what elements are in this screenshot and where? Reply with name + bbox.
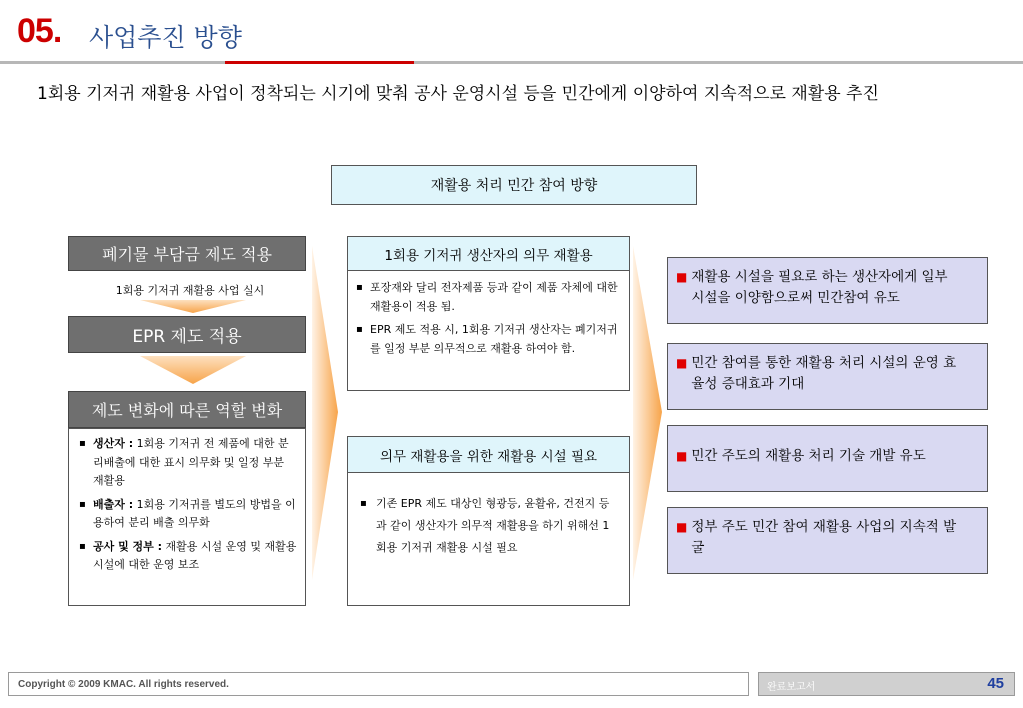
copyright-bar [8,672,749,696]
right-arrow-2 [633,246,662,580]
list-item [79,435,297,491]
facility-need-list [360,493,619,559]
right-item-1 [667,257,988,324]
report-label: 완료보고서 [767,682,816,693]
roles-title-box [68,391,306,428]
facility-need-title-box [347,436,630,473]
producer-duty-title: 1회용 기저귀 생산자의 의무 재활용 [384,247,593,264]
red-square-icon: ■ [676,356,688,370]
right-item-2 [667,343,988,410]
red-square-icon: ■ [676,520,688,534]
list-item: ▪ 포장재와 달리 전자제품 등과 같이 제품 자체에 대한 재활용이 적용 됨. [356,279,621,316]
direction-box [331,165,697,205]
producer-duty-title-box [347,236,630,271]
role-label: 생산자 : [93,437,134,450]
epr-title-box [68,316,306,353]
right-arrow-1 [312,246,338,580]
facility-need-box [347,472,630,606]
section-number: 05. [17,12,62,50]
red-square-icon: ■ [676,449,688,463]
roles-title: 제도 변화에 따른 역할 변화 [91,401,283,420]
producer-duty-list [356,279,621,358]
right-item-4 [667,507,988,574]
levy-title-box [68,236,306,271]
role-text: 재활용 시설 운영 및 재활용 시설에 대한 운영 보조 [93,539,297,571]
list-item: ▪ EPR 제도 적용 시, 1회용 기저귀 생산자는 폐기저귀를 일정 부분 의무적으로 재활용 하여야 함. [356,321,621,358]
down-arrow-2 [140,356,246,384]
down-arrow-1 [140,300,246,313]
right-item-text: 민간 참여를 통한 재활용 처리 시설의 운영 효율성 증대효과 기대 [691,355,957,392]
roles-box [68,428,306,606]
right-item-text: 재활용 시설을 필요로 하는 생산자에게 일부 시설을 이양함으로써 민간참여 유도 [691,269,948,306]
epr-title: EPR 제도 적용 [132,327,242,347]
producer-duty-box [347,270,630,391]
roles-list [79,435,297,575]
right-item-text: 민간 주도의 재활용 처리 기술 개발 유도 [691,448,926,464]
role-label: 배출자 : [93,497,134,511]
list-item: ▪ 기존 EPR 제도 대상인 형광등, 윤활유, 건전지 등과 같이 생산자가 의무적 재활용을 하기 위해선 1회용 기저귀 재활용 시설 필요 [360,493,619,559]
page-bar [758,672,1015,696]
facility-need-title: 의무 재활용을 위한 재활용 시설 필요 [379,448,598,465]
intro-text: 1회용 기저귀 재활용 사업이 정착되는 시기에 맞춰 공사 운영시설 등을 민간에게 이양하여 지속적으로 재활용 추진 [37,84,879,104]
list-item [79,496,297,533]
levy-title: 폐기물 부담금 제도 적용 [102,245,272,264]
right-item-3 [667,425,988,492]
copyright-text: Copyright © 2009 KMAC. All rights reserved. [18,679,229,690]
role-text: 1회용 기저귀를 별도의 방법을 이용하여 분리 배출 의무화 [93,497,296,529]
role-label: 공사 및 정부 : [93,539,163,553]
direction-box-label: 재활용 처리 민간 참여 방향 [430,178,598,194]
right-item-text: 정부 주도 민간 참여 재활용 사업의 지속적 발굴 [691,519,957,556]
list-item [79,538,297,575]
red-square-icon: ■ [676,270,688,284]
levy-subtitle: 1회용 기저귀 재활용 사업 실시 [115,284,265,297]
page-number: 45 [987,675,1004,692]
section-title: 사업추진 방향 [89,23,242,52]
role-text: 1회용 기저귀 전 제품에 대한 분리배출에 대한 표시 의무화 및 일정 부분 재활용 [93,437,289,487]
